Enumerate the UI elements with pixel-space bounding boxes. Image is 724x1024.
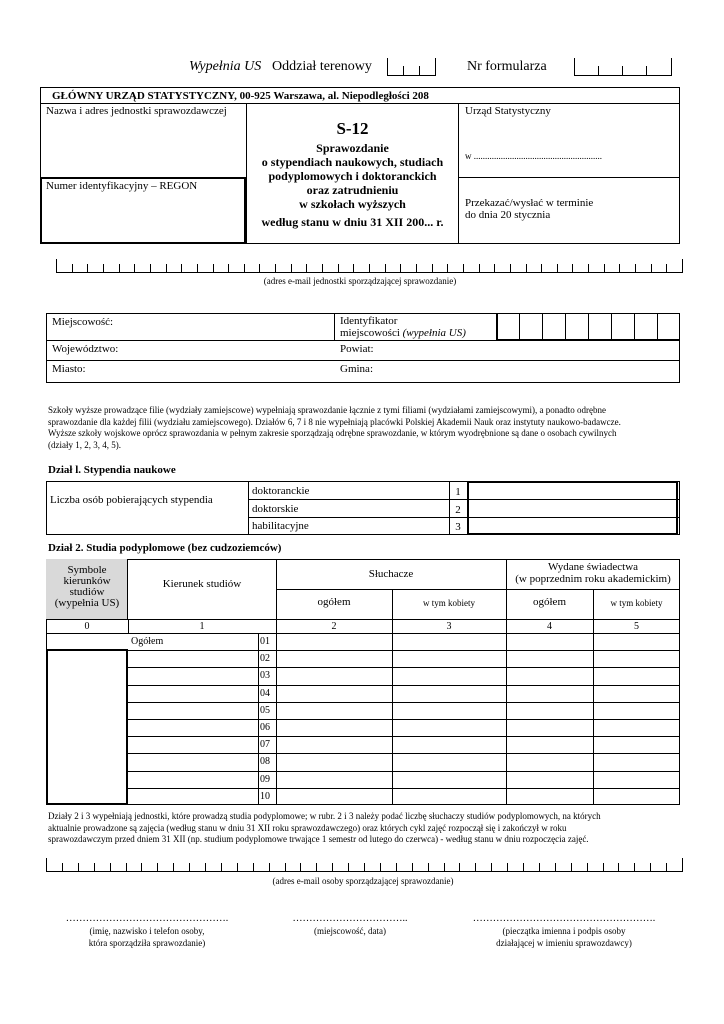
email-cell-divider xyxy=(682,858,683,872)
intro-line-4: (działy 1, 2, 3, 4, 5). xyxy=(48,439,121,450)
section1-title: Dział l. Stypendia naukowe xyxy=(48,464,176,476)
signature-stamp[interactable]: ………………………………………………. (pieczątka imienna i podpis osoby działającej w imieniu sprawozdawcy) xyxy=(472,913,656,948)
deadline-line-2: do dnia 20 stycznia xyxy=(465,209,551,221)
field-office-cells[interactable] xyxy=(387,58,435,76)
form-code: S-12 xyxy=(336,119,369,138)
form-number-cells[interactable] xyxy=(574,58,672,76)
intro-line-1: Szkoły wyższe prowadzące filie (wydziały zamiejscowe) wypełniają sprawozdanie łącznie z tymi filiami (wydziałami zamiejscowymi), a ponadto odrębne xyxy=(48,405,607,415)
certificates-women-header: w tym kobiety xyxy=(610,598,663,608)
town-id-note: (wypełnia US) xyxy=(402,327,466,339)
row-number-08: 08 xyxy=(260,756,270,767)
unit-email-caption: (adres e-mail jednostki sporządzającej sprawozdanie) xyxy=(263,276,457,286)
students-header: Słuchacze xyxy=(368,568,414,580)
symbols-input-column[interactable] xyxy=(46,649,128,805)
person-email-caption: (adres e-mail osoby sporządzającej sprawozdanie) xyxy=(272,876,454,886)
report-title xyxy=(247,118,458,229)
row-number-04: 04 xyxy=(260,688,270,699)
table-row xyxy=(128,719,680,720)
col-num-3: 3 xyxy=(446,621,452,632)
town-label: Miejscowość: xyxy=(52,316,114,328)
table-row xyxy=(128,788,680,789)
direction-header: Kierunek studiów xyxy=(162,578,242,590)
city-label: Miasto: xyxy=(52,363,86,375)
section2-rows xyxy=(46,633,680,805)
unit-email-cells[interactable] xyxy=(56,259,682,273)
voivodeship-label: Województwo: xyxy=(52,343,119,355)
intro-line-2: sprawozdanie dla każdej filii (wydziału zamiejscowego). Działów 6, 7 i 8 nie wypełniają placówki Polskiej Akademii Nauk oraz instytuty naukowo-badawcze. xyxy=(48,416,621,427)
regon-label: Numer identyfikacyjny – REGON xyxy=(46,180,198,192)
row-doctoral: doktoranckie xyxy=(252,485,310,497)
town-id-label: Identyfikator xyxy=(340,315,398,327)
title-line-3: podyplomowych i doktoranckich xyxy=(268,169,437,183)
total-row-label: Ogółem xyxy=(131,636,164,647)
unit-name-label: Nazwa i adres jednostki sprawozdawczej xyxy=(46,105,227,117)
row-number-10: 10 xyxy=(260,791,270,802)
col-num-2: 2 xyxy=(331,621,337,632)
commune-label: Gmina: xyxy=(340,363,373,375)
col-num-0: 0 xyxy=(84,621,90,632)
symbols-header-text: Symbole kierunków studiów (wypełnia US) xyxy=(54,564,120,609)
table-row xyxy=(128,650,680,651)
row-doctorate: doktorskie xyxy=(252,503,299,515)
certificates-total-header: ogółem xyxy=(533,596,566,608)
intro-line-3: Wyższe szkoły wojskowe oprócz sprawozdania w pełnym zakresie sporządzają odrębne sprawozdanie, w którym wyodrębnione są dane o osobach cywilnych xyxy=(48,428,617,438)
stat-office-label: Urząd Statystyczny xyxy=(465,105,551,117)
email-cell-divider xyxy=(56,259,57,273)
town-id-label-2: miejscowości (wypełnia US) xyxy=(340,327,466,339)
title-line-5: w szkołach wyższych xyxy=(299,197,406,211)
certificates-header-2: (w poprzednim roku akademickim) xyxy=(515,573,671,585)
scholarship-row-label: Liczba osób pobierających stypendia xyxy=(50,494,213,506)
row-number-01: 01 xyxy=(260,636,270,647)
filled-by-us-label: Wypełnia US xyxy=(189,59,262,74)
row-number-07: 07 xyxy=(260,739,270,750)
field-office-label: Oddział terenowy xyxy=(272,59,372,74)
row-num-3: 3 xyxy=(455,521,461,533)
students-women-header: w tym kobiety xyxy=(423,598,475,608)
deadline-line-1: Przekazać/wysłać w terminie xyxy=(465,197,594,209)
signature-place-date[interactable]: …………………………….. (miejscowość, data) xyxy=(292,913,408,936)
row-num-1: 1 xyxy=(455,486,461,498)
footnote-line-2: aktualnie prowadzone są zajęcia (według stanu w dniu 31 XII roku sprawozdawczego) oraz których cykl zajęć rozpoczął się i zakończył w roku xyxy=(48,822,567,833)
row-number-06: 06 xyxy=(260,722,270,733)
district-label: Powiat: xyxy=(340,343,374,355)
person-email-cells[interactable] xyxy=(46,858,682,872)
table-row xyxy=(128,736,680,737)
stat-office-line[interactable]: w ......................................................... xyxy=(465,151,602,161)
title-line-1: Sprawozdanie xyxy=(316,141,389,155)
col-num-1: 1 xyxy=(199,621,205,632)
footnote xyxy=(48,811,680,846)
row-number-03: 03 xyxy=(260,670,270,681)
title-line-6: według stanu w dniu 31 XII 200... r. xyxy=(261,215,444,229)
table-row xyxy=(128,685,680,686)
footnote-line-3: sprawozdawczym przed dniem 31 XII (np. studium podyplomowe trwające 1 semestr od lutego do czerwca) - według stanu w dniu rozpoczęcia zajęć. xyxy=(48,834,589,844)
intro-paragraph xyxy=(48,405,680,451)
section2-title: Dział 2. Studia podyplomowe (bez cudzoziemców) xyxy=(48,542,282,554)
table-row xyxy=(128,667,680,668)
form-number-label: Nr formularza xyxy=(467,59,547,74)
certificates-header-1: Wydane świadectwa xyxy=(547,561,639,573)
students-total-header: ogółem xyxy=(317,596,351,608)
title-line-2: o stypendiach naukowych, studiach xyxy=(261,155,444,169)
gus-title: GŁÓWNY URZĄD STATYSTYCZNY, 00-925 Warszawa, al. Niepodległości 208 xyxy=(52,90,429,102)
row-number-05: 05 xyxy=(260,705,270,716)
town-id-cells[interactable] xyxy=(496,313,680,340)
email-cell-divider xyxy=(46,858,47,872)
table-row xyxy=(128,771,680,772)
col-num-5: 5 xyxy=(634,621,639,632)
row-number-09: 09 xyxy=(260,774,270,785)
signature-preparer[interactable]: …………………………………………. (imię, nazwisko i telefon osoby, która sporządziła sprawozdanie) xyxy=(65,913,229,948)
col-num-4: 4 xyxy=(547,621,552,632)
email-cell-divider xyxy=(682,259,683,273)
section1-values[interactable] xyxy=(467,481,678,535)
row-num-2: 2 xyxy=(455,504,461,516)
footnote-line-1: Działy 2 i 3 wypełniają jednostki, które prowadzą studia podyplomowe; w rubr. 2 i 3 należy podać liczbę słuchaczy studiów podyplomowych, na których xyxy=(48,811,601,821)
title-line-4: oraz zatrudnieniu xyxy=(306,183,399,197)
table-row xyxy=(128,753,680,754)
row-habilitation: habilitacyjne xyxy=(252,520,309,532)
table-row xyxy=(128,702,680,703)
row-number-02: 02 xyxy=(260,653,270,664)
